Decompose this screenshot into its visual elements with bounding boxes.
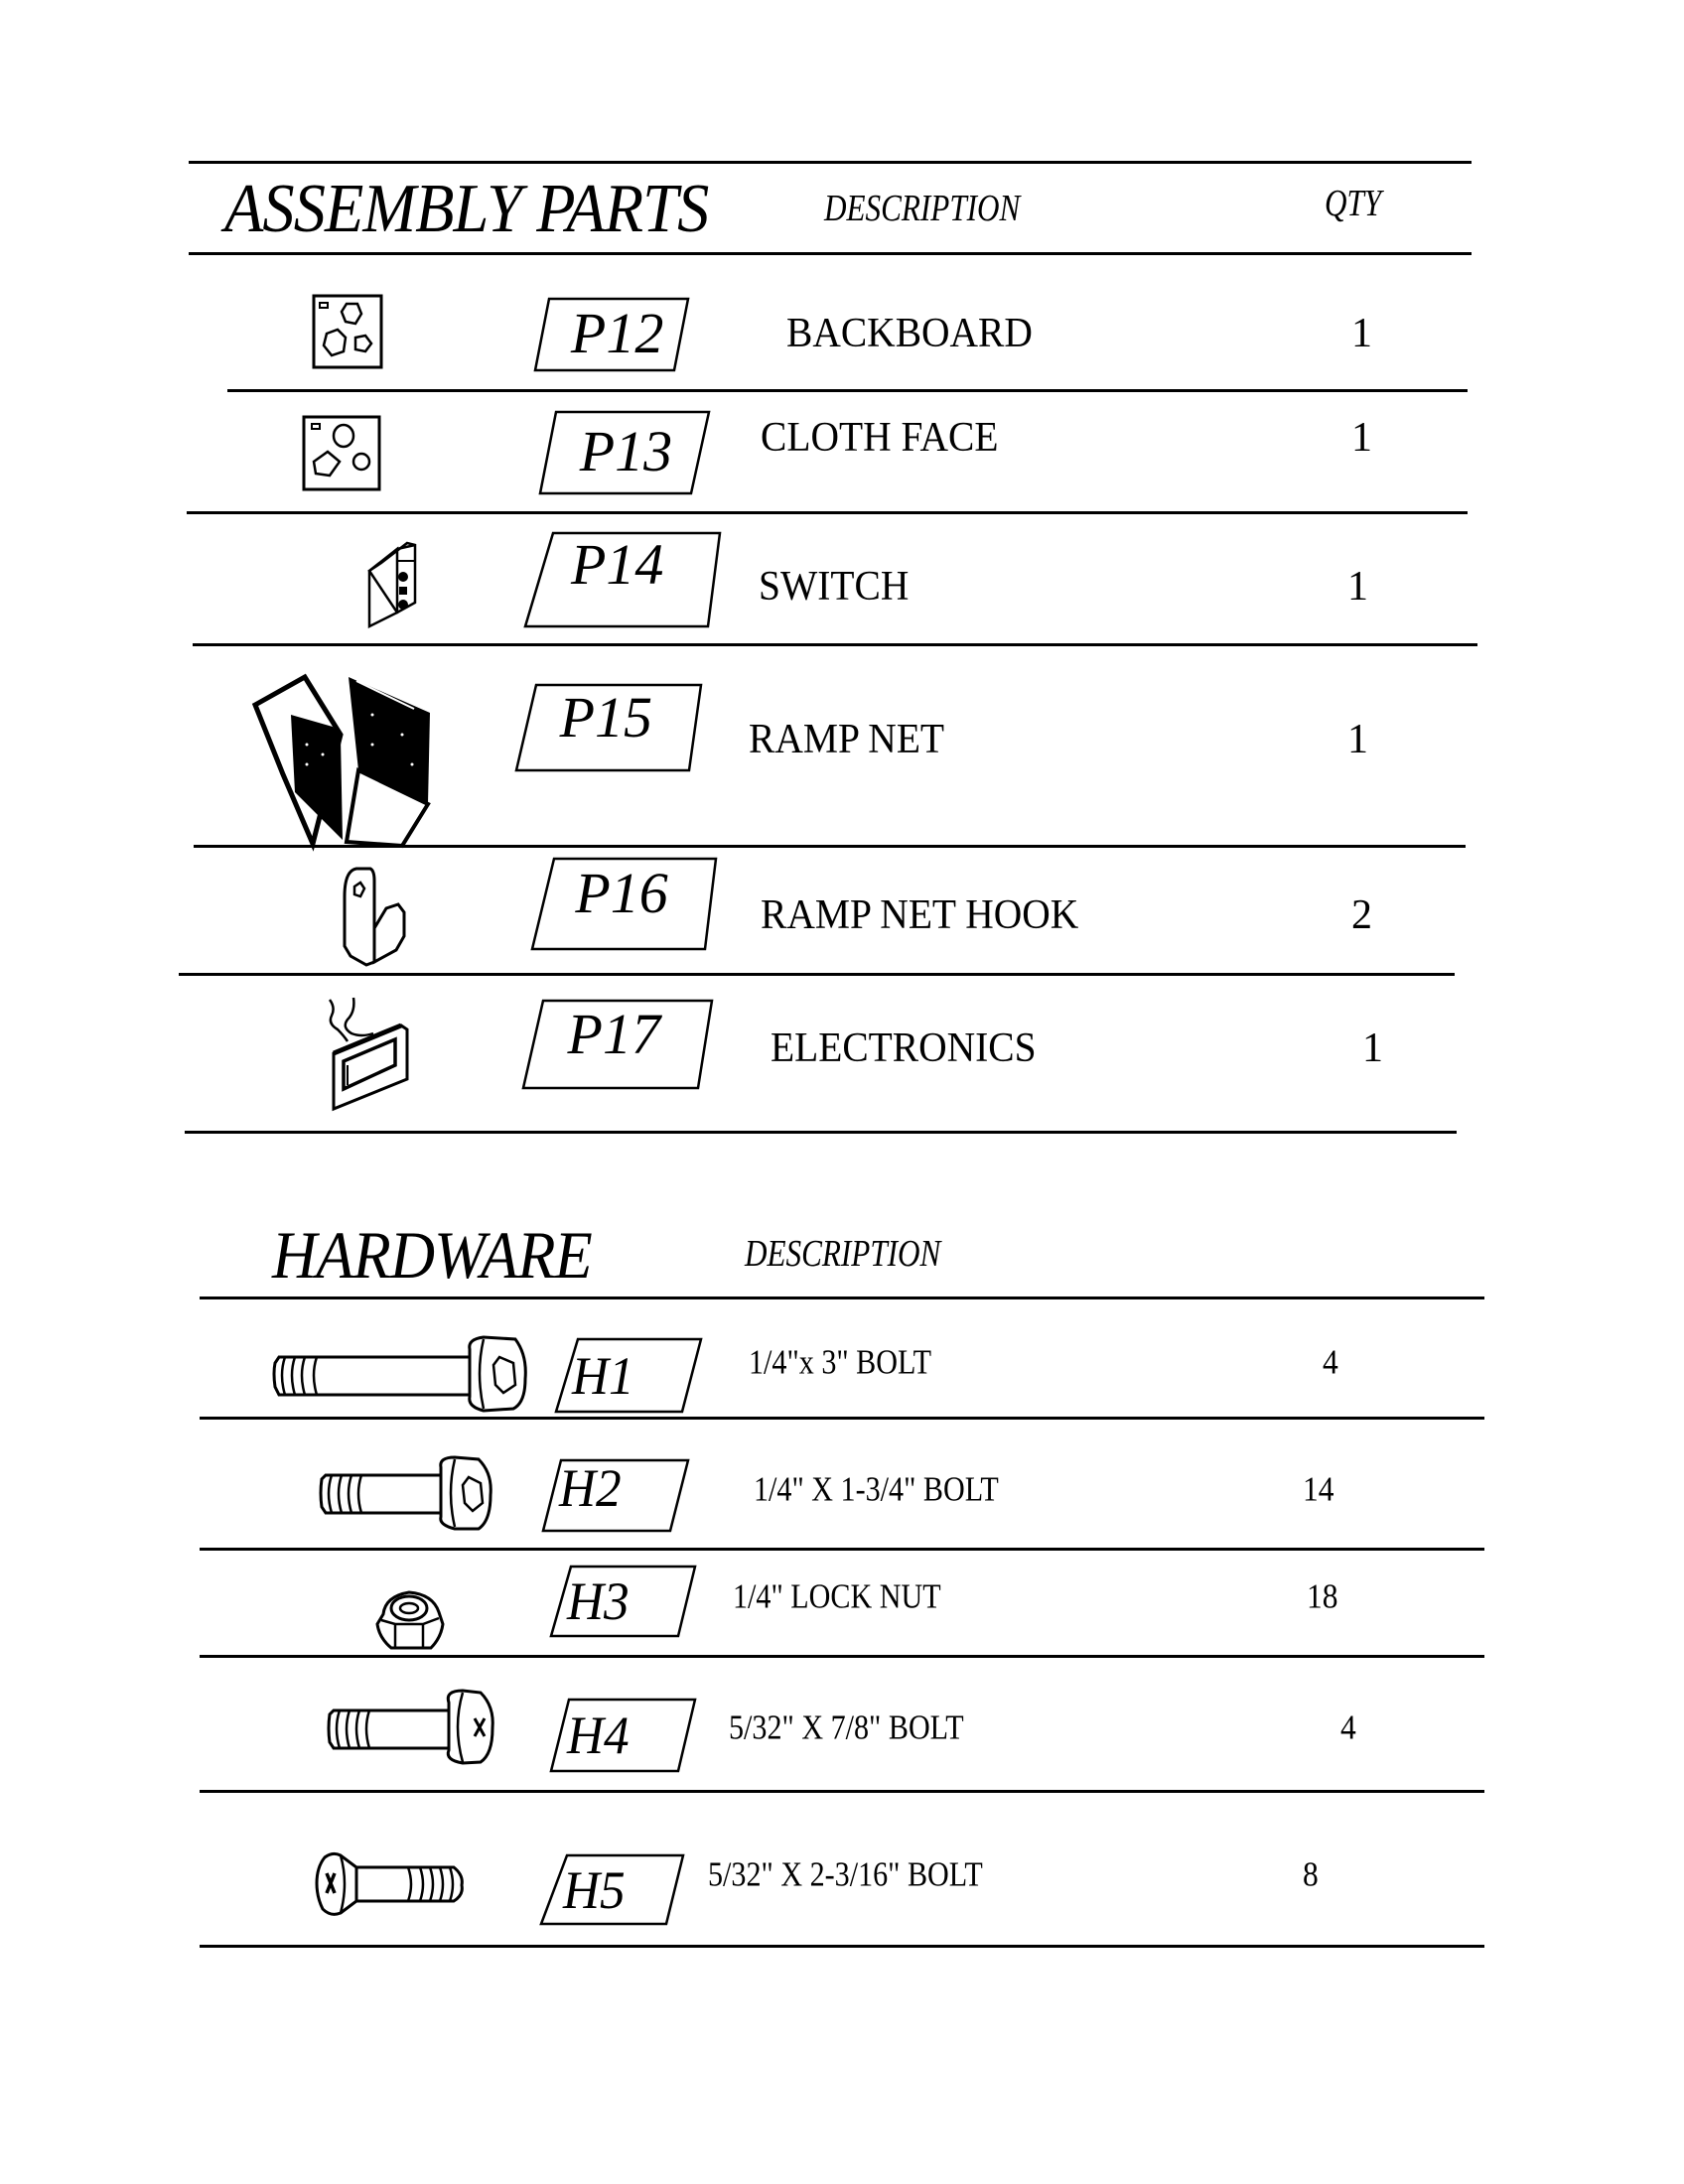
switch-icon [367,541,419,627]
part-id-badge [514,683,703,772]
hardware-id-badge [549,1565,697,1638]
divider-line [227,389,1468,392]
section-title-assembly-parts: ASSEMBLY PARTS [224,171,709,247]
hardware-id: H1 [572,1345,634,1406]
part-id: P13 [579,418,673,483]
part-id: P12 [570,300,664,365]
hardware-id-badge [539,1853,685,1926]
ramp-net-icon [253,675,432,847]
hardware-qty: 18 [1307,1576,1338,1616]
part-description: RAMP NET HOOK [761,892,1079,938]
hardware-id-badge [541,1458,690,1533]
hardware-description: 5/32" X 7/8" BOLT [729,1707,964,1747]
hook-icon [343,867,405,966]
hardware-id-badge [554,1337,703,1414]
electronics-board-icon [322,994,414,1112]
part-qty: 1 [1362,1025,1383,1071]
divider-line [200,1548,1484,1551]
hardware-description: 1/4" X 1-3/4" BOLT [754,1469,999,1509]
divider-line [200,1297,1484,1299]
hardware-description: 5/32" X 2-3/16" BOLT [708,1854,983,1894]
column-header-qty: QTY [1325,183,1382,224]
part-description: CLOTH FACE [761,415,999,461]
divider-line [200,1945,1484,1948]
divider-line [193,643,1477,646]
part-id-badge [530,857,718,951]
part-qty: 1 [1351,311,1372,356]
divider-line [187,511,1468,514]
part-id: P17 [567,1001,660,1066]
hardware-qty: 14 [1303,1469,1334,1509]
hardware-description: 1/4" LOCK NUT [733,1576,941,1616]
part-description: BACKBOARD [786,311,1033,356]
hardware-qty: 4 [1340,1707,1356,1747]
column-header-description: DESCRIPTION [824,188,1021,229]
part-id-badge [521,999,714,1090]
hardware-qty: 8 [1303,1854,1319,1894]
phillips-pan-bolt-icon [326,1689,496,1765]
hardware-description: 1/4"x 3" BOLT [749,1342,932,1382]
hardware-id-badge [549,1698,697,1773]
divider-line [200,1655,1484,1658]
part-qty: 1 [1351,415,1372,461]
part-description: SWITCH [759,564,910,610]
hardware-id: H4 [566,1706,630,1765]
section-title-hardware: HARDWARE [272,1217,592,1293]
lock-nut-icon [375,1590,445,1650]
part-id: P16 [575,860,668,925]
divider-line [194,845,1466,848]
part-id-badge [523,531,722,628]
part-qty: 1 [1347,717,1368,762]
part-id-badge [533,297,690,372]
part-id: P14 [571,532,664,598]
part-id: P15 [559,684,653,750]
column-header-description: DESCRIPTION [745,1233,941,1275]
divider-line [200,1417,1484,1420]
hex-socket-bolt-short-icon [318,1455,494,1531]
part-qty: 2 [1351,892,1372,938]
part-description: RAMP NET [749,717,945,762]
divider-line [189,161,1472,164]
part-description: ELECTRONICS [771,1025,1037,1071]
cloth-face-icon [302,414,382,492]
backboard-icon [312,294,383,369]
divider-line [185,1131,1457,1134]
part-id-badge [538,410,711,495]
phillips-flat-bolt-icon [315,1851,465,1916]
divider-line [189,252,1472,255]
divider-line [179,973,1455,976]
hardware-id: H5 [562,1859,626,1920]
divider-line [200,1790,1484,1793]
hardware-qty: 4 [1323,1342,1338,1382]
hardware-id: H3 [566,1571,630,1631]
part-qty: 1 [1347,564,1368,610]
hex-socket-bolt-long-icon [271,1335,528,1412]
hardware-id: H2 [559,1458,622,1518]
